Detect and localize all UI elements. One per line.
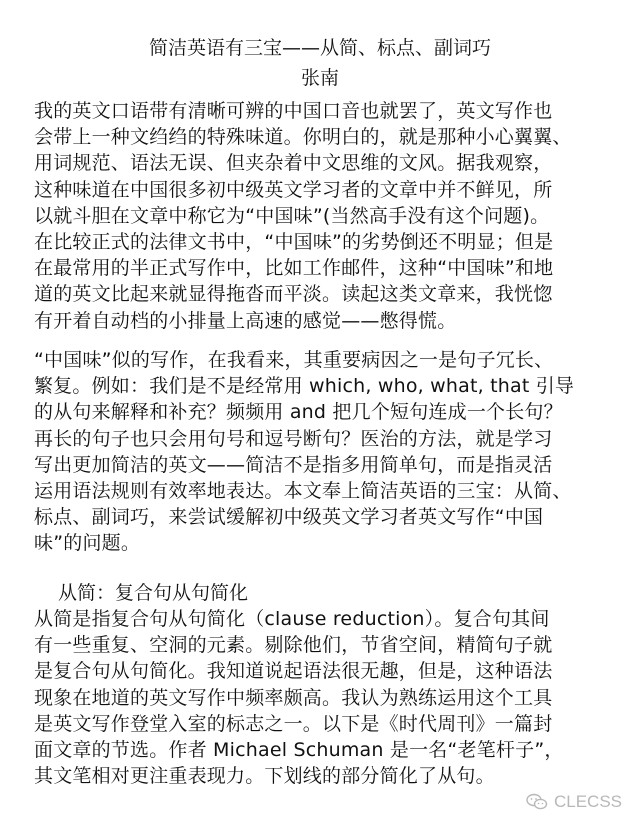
paragraph-clause-reduction: 从简是指复合句从句简化（clause reduction）。复合句其间 有一些重复、空洞的元素。剔除他们，节省空间，精简句子就 是复合句从句简化。我知道说起语法很无趣，但是，这种语法 现象在地道的英文写作中频率颇高。我认为熟练运用这个工具 是英文写作登堂入室的标志之一。以下是《时代周刊》一篇封 面文章的节选。作者 Michael Schuman 是一名“老笔杆子”， 其文笔相对更注重表现力。下划线的部分简化了从句。	[34, 608, 564, 788]
section-heading: 从简：复合句从句简化	[58, 582, 249, 604]
wechat-icon	[526, 793, 548, 811]
paragraph-intro: 我的英文口语带有清晰可辨的中国口音也就罢了，英文写作也 会带上一种文绉绉的特殊味道。你明白的，就是那种小心翼翼、 用词规范、语法无误、但夹杂着中文思维的文风。据我观察， 这种味道在中国很多初中级英文学习者的文章中并不鲜见，所 以就斗胆在文章中称它为“中国味”(当然高手没有这个问题)。 在比较正式的法律文书中，“中国味”的劣势倒还不明显；但是 在最常用的半正式写作中，比如工作邮件，这种“中国味”和地 道的英文比起来就显得拖沓而平淡。读起这类文章来，我恍惚 有开着自动档的小排量上高速的感觉——憋得慌。	[34, 100, 572, 332]
paragraph-problem: “中国味”似的写作，在我看来，其重要病因之一是句子冗长、 繁复。例如：我们是不是经常用 which, who, what, that 引导 的从句来解释和补充？频频用 and 把几个短句连成一个长句？ 再长的句子也只会用句号和逗号断句？医治的方法，就是学习 写出更加简洁的英文——简洁不是指多用简单句，而是指灵活 运用语法规则有效率地表达。本文奉上简洁英语的三宝：从简、 标点、副词巧，来尝试缓解初中级英文学习者英文写作“中国 味”的问题。	[34, 349, 575, 555]
article-author: 张南	[300, 67, 339, 89]
article-title: 简洁英语有三宝——从简、标点、副词巧	[148, 37, 491, 59]
watermark	[526, 792, 622, 812]
watermark-text: CLECSS	[553, 792, 622, 811]
